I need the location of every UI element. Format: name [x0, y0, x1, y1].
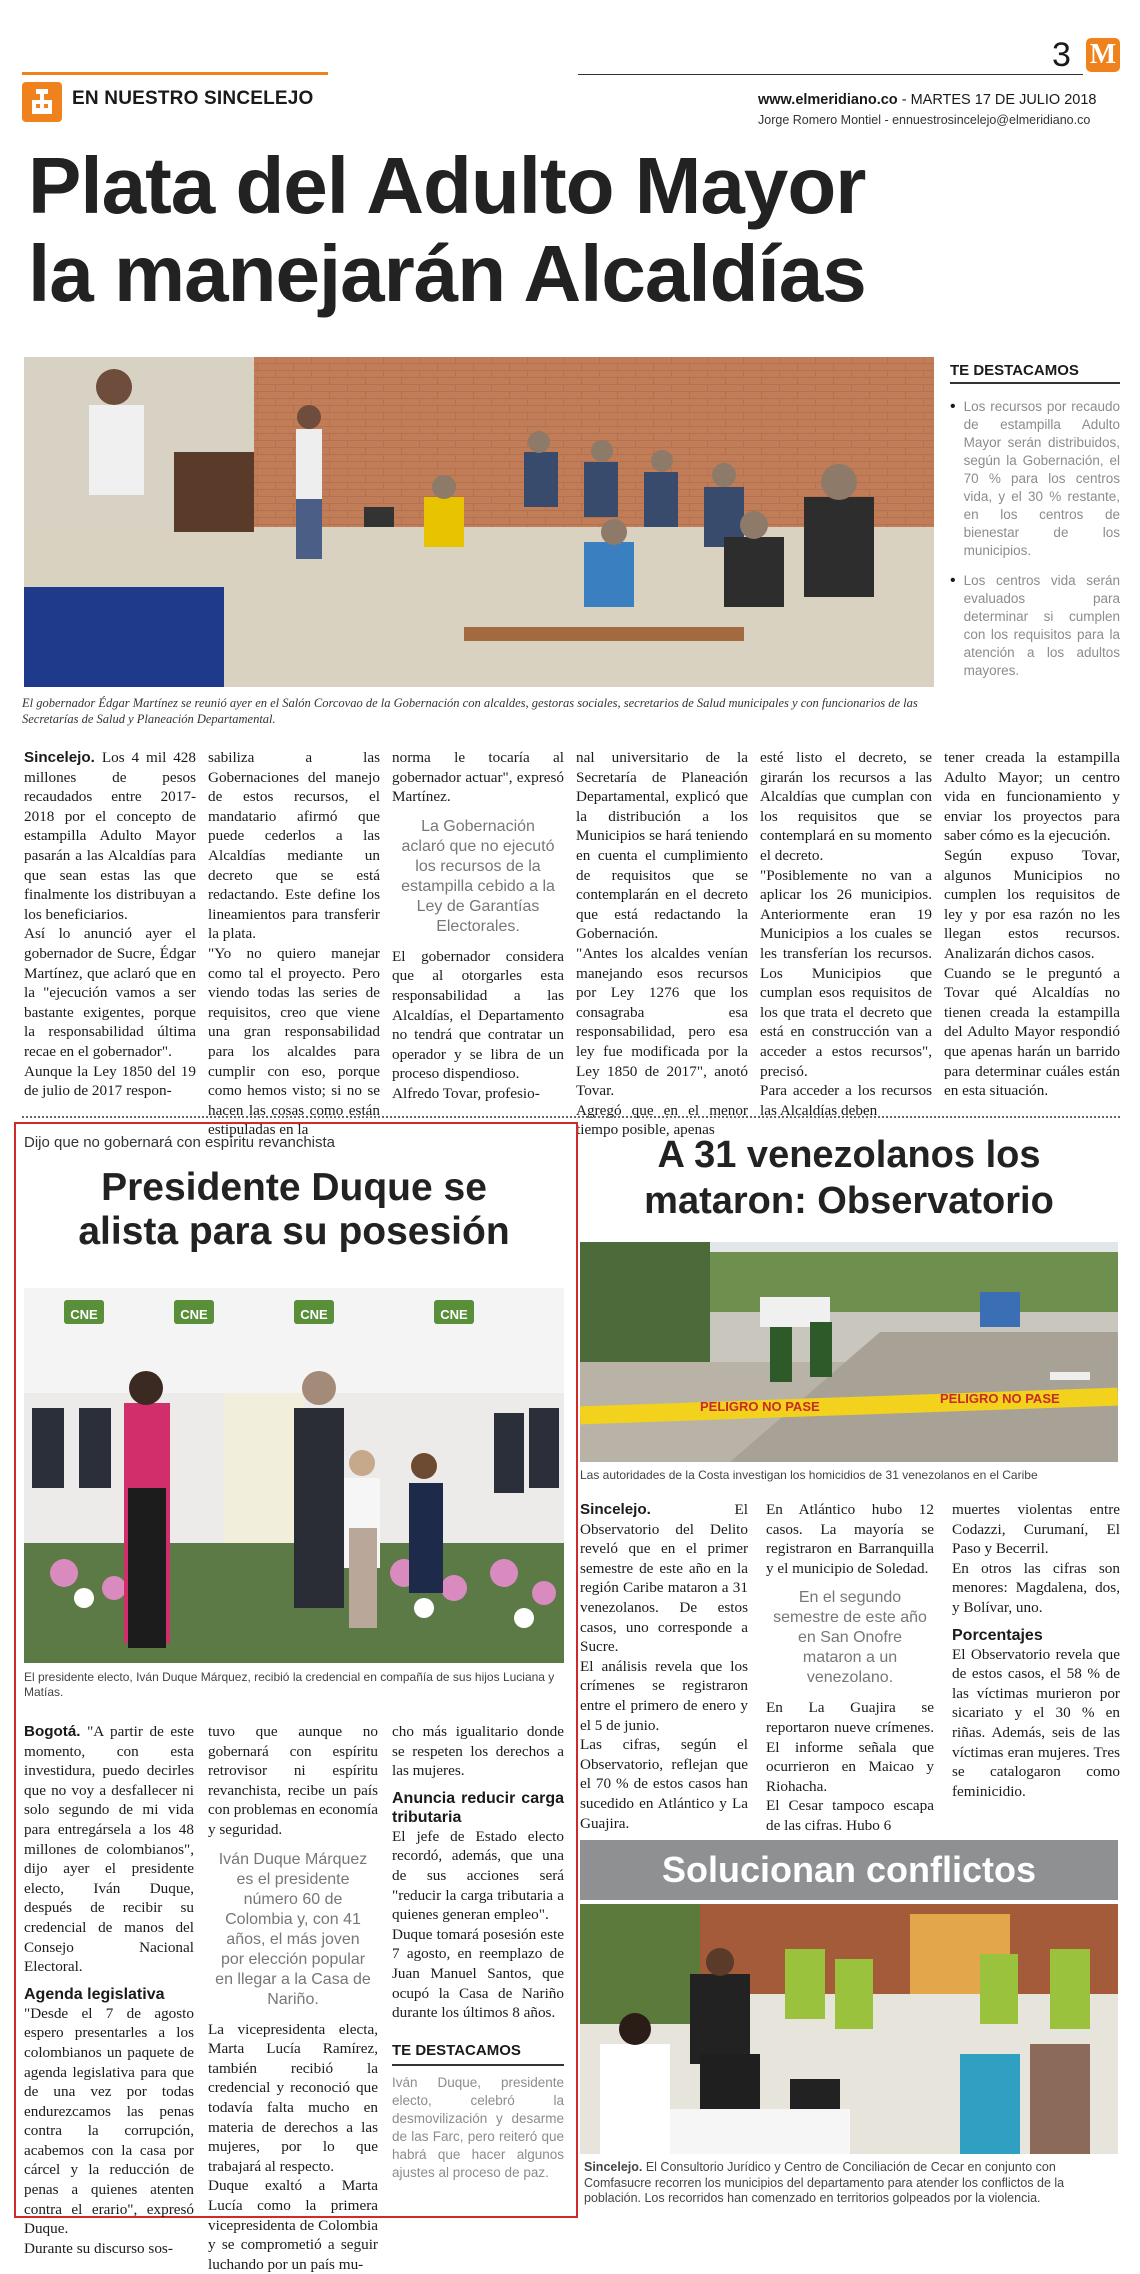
- lead-headline: [28, 140, 1118, 320]
- pullquote: En el segundo semestre de este año en San Onofre mataron a un venezolano.: [773, 1589, 927, 1687]
- lead-column-2: [208, 748, 380, 1140]
- conflictos-photo: [580, 1904, 1118, 2154]
- duque-headline-line2: alista para su posesión: [78, 1210, 510, 1253]
- paragraph: cho más igualitario donde se respeten los derechos a las mujeres.: [392, 1723, 564, 1780]
- paragraph: Alfredo Tovar, profesio-: [392, 1084, 540, 1102]
- lead-column-6: [944, 748, 1120, 1101]
- caption-lead: Sincelejo.: [584, 2160, 643, 2174]
- paragraph: "Antes los alcaldes venían manejando esos recursos por Ley 1276 que los consagraba esa responsabilidad, pero esa ley fue modificada por la Ley 1850 de 2017", anotó Tovar.: [576, 944, 748, 1100]
- duque-destacamos-title: TE DESTACAMOS: [392, 2041, 564, 2067]
- lead-photo-caption: El gobernador Édgar Martínez se reunió ayer en el Salón Corcovao de la Gobernación con alcaldes, gestoras sociales, secretarios de Salud municipales y con funcionarios de las Secretarías de Salud y Planeación Departamental.: [22, 696, 918, 726]
- section-icon: [22, 82, 62, 122]
- paragraph: Agregó que en el menor tiempo posible, apenas: [576, 1101, 748, 1139]
- lead-destacamos-list: [950, 398, 1120, 680]
- paragraph: El jefe de Estado electo recordó, además, que una de sus acciones será "reducir la carga tributaria a quienes generan empleo".: [392, 1827, 564, 1924]
- tape-text: PELIGRO NO PASE: [700, 1399, 820, 1414]
- paragraph: Cuando se le preguntó a Tovar qué Alcaldías no tienen creada la estampilla del Adulto Mayor respondió que apenas harán un barrido para determinar cuáles están en esta situación.: [944, 964, 1120, 1100]
- paragraph: En otros las cifras son menores: Magdalena, dos, y Bolívar, uno.: [952, 1559, 1120, 1616]
- venezuela-column-3: [952, 1500, 1120, 1801]
- author-line: Jorge Romero Montiel - ennuestrosincelejo@elmeridiano.co: [758, 113, 1091, 127]
- lead-column-4: [576, 748, 748, 1140]
- section-rule: [22, 72, 328, 75]
- pullquote: La Gobernación aclaró que no ejecutó los recursos de la estampilla cebido a la Ley de Garantías Electorales.: [401, 817, 555, 935]
- banner-text: CNE: [440, 1307, 468, 1322]
- venezuela-photo-caption: Las autoridades de la Costa investigan los homicidios de 31 venezolanos en el Caribe: [580, 1468, 1038, 1482]
- venezuela-photo: [580, 1242, 1118, 1462]
- banner-text: CNE: [300, 1307, 328, 1322]
- page-number: 3: [1052, 36, 1071, 74]
- paragraph: Aunque la Ley 1850 del 19 de julio de 2017 respon-: [24, 1062, 196, 1100]
- paragraph: Duque exaltó a Marta Lucía como la primera vicepresidenta de Colombia y se comprometió a seguir luchando por un país mu-: [208, 2177, 378, 2273]
- duque-kicker: Dijo que no gobernará con espíritu revanchista: [24, 1134, 336, 1151]
- duque-column-1: [24, 1722, 194, 2258]
- paragraph: Duque tomará posesión este 7 agosto, en reemplazo de Juan Manuel Santos, que ocupó la Casa de Nariño durante los últimos 8 años.: [392, 1925, 564, 2022]
- venezuela-column-1: [580, 1500, 748, 1833]
- banner-text: CNE: [180, 1307, 208, 1322]
- duque-headline: [24, 1166, 564, 1254]
- bullet-icon: •: [950, 572, 956, 589]
- paragraph: La vicepresidenta electa, Marta Lucía Ramírez, también recibió la credencial y reconoció que todavía falta mucho en materia de derechos a las mujeres, por lo que trabajará al respecto.: [208, 2020, 378, 2175]
- venezuela-headline-line1: A 31 venezolanos los: [657, 1134, 1041, 1176]
- paragraph: muertes violentas entre Codazzi, Curumaní, El Paso y Becerril.: [952, 1501, 1120, 1558]
- subhead: Agenda legislativa: [24, 1985, 165, 2003]
- lead-column-5: [760, 748, 932, 1120]
- lead-destacamos-title: TE DESTACAMOS: [950, 362, 1079, 379]
- lead-headline-line2: la manejarán Alcaldías: [28, 229, 866, 318]
- masthead-rule: [578, 74, 1083, 75]
- paragraph: Durante su discurso sos-: [24, 2239, 173, 2257]
- paragraph: En La Guajira se reportaron nueve crímenes. El informe señala que ocurrieron en Maicao y Riohacha.: [766, 1699, 934, 1795]
- destacamos-item: [950, 398, 1120, 560]
- lead-column-3: [392, 748, 564, 1104]
- paragraph: Así lo anunció ayer el gobernador de Sucre, Édgar Martínez, que aclaró que en la "ejecución vamos a ser bastante exigentes, porque la responsabilidad última recae en el gobernador".: [24, 925, 196, 1060]
- bullet-icon: •: [950, 398, 956, 415]
- lead-column-1: [24, 748, 196, 1101]
- paragraph: esté listo el decreto, se girarán los recursos a las Alcaldías que cumplan con los requisitos que se contemplará en su momento el decreto.: [760, 749, 932, 864]
- paragraph: [24, 748, 196, 924]
- site-url[interactable]: www.elmeridiano.co: [758, 92, 898, 108]
- paragraph: En Atlántico hubo 12 casos. La mayoría se registraron en Barranquilla y el municipio de Soledad.: [766, 1501, 934, 1577]
- paragraph: Para acceder a los recursos las Alcaldías deben: [760, 1082, 932, 1119]
- paragraph: El análisis revela que los crímenes se registraron entre el primero de enero y el 5 de junio.: [580, 1657, 748, 1734]
- paragraph-text: "A partir de este momento, con esta investidura, puedo decirles que no voy a desfallecer ni solo segundo de mi vida para entregársela a los 48 millones de colombianos", dijo ayer el presidente electo, Iván Duque, después de recibir su credencial de manos del Consejo Nacional Electoral.: [24, 1723, 194, 1976]
- duque-column-3: [392, 1722, 564, 2182]
- paragraph: sabiliza a las Gobernaciones del manejo de estos recursos, el mandatario afirmó que puede cederlos a las Alcaldías mediante un decreto que se está redactando. Este define los lineamientos para transferir la plata.: [208, 749, 380, 943]
- paragraph-text: Los 4 mil 428 millones de pesos recaudados entre 2017-2018 por el concepto de estampilla Adulto Mayor pasarán a las Alcaldías para que sean estas las que finalmente los distribuyan a los beneficiarios.: [24, 749, 196, 923]
- destacamos-item: [950, 572, 1120, 680]
- dateline-lead: Sincelejo.: [24, 749, 95, 766]
- paragraph: Las cifras, según el Observatorio, reflejan que el 70 % de estos casos han sucedido en Atlántico y La Guajira.: [580, 1736, 748, 1832]
- subhead: Anuncia reducir carga tributaria: [392, 1789, 564, 1826]
- conflictos-caption: [584, 2160, 1116, 2207]
- paragraph: El Cesar tampoco escapa de las cifras. Hubo 6: [766, 1797, 934, 1834]
- duque-headline-line1: Presidente Duque se: [101, 1166, 487, 1209]
- venezuela-column-2: [766, 1500, 934, 1836]
- section-label: EN NUESTRO SINCELEJO: [72, 88, 314, 109]
- conflictos-header: [580, 1840, 1118, 1900]
- venezuela-headline-line2: mataron: Observatorio: [644, 1180, 1054, 1222]
- paragraph: Según expuso Tovar, algunos Municipios no cumplen los requisitos de ley y por esa razón no les llegan estos recursos. Analizarán dichos casos.: [944, 846, 1120, 962]
- conflictos-headline: Solucionan conflictos: [661, 1849, 1037, 1890]
- paragraph: "Posiblemente no van a aplicar los 26 municipios. Anteriormente eran 19 Municipios a los cuales se les transferían los recursos. Los Municipios que cumplan esos requisitos de los que trata el decreto que está en construcción van a acceder a estos recursos", precisó.: [760, 866, 932, 1080]
- paragraph: tuvo que aunque no gobernará con espíritu retrovisor ni espíritu revanchista, recibe un país con problemas en economía y seguridad.: [208, 1723, 378, 1838]
- lead-photo: [24, 357, 934, 687]
- section-divider: [22, 1116, 1120, 1118]
- paragraph: El gobernador considera que al otorgarles esta responsabilidad a las Alcaldías, el Departamento no tendrá que contratar un operador y se libra de un proceso dispendioso.: [392, 947, 564, 1083]
- duque-destacamos-text: Iván Duque, presidente electo, celebró la desmovilización y desarme de las Farc, pero reiteró que habrá que hacer algunos ajustes al proceso de paz.: [392, 2075, 564, 2181]
- paragraph: [580, 1500, 748, 1657]
- paragraph: "Yo no quiero manejar como tal el proyecto. Pero viendo todas las series de requisitos, creo que viene una gran responsabilidad para los alcaldes para cumplir con eso, porque como hemos visto; si no se hacen las cosas como están estipuladas en la: [208, 944, 380, 1139]
- logo: [1086, 38, 1120, 72]
- tape-text: PELIGRO NO PASE: [940, 1391, 1060, 1406]
- banner-text: CNE: [70, 1307, 98, 1322]
- dateline-lead: Sincelejo.: [580, 1501, 651, 1518]
- lead-destacamos-rule: [950, 382, 1120, 384]
- paragraph-text: El Observatorio del Delito reveló que en el primer semestre de este año en la región Caribe mataron a 31 venezolanos. De estos casos, uno corresponde a Sucre.: [580, 1501, 748, 1656]
- paragraph: norma le tocaría al gobernador actuar", expresó Martínez.: [392, 749, 564, 806]
- paragraph: [24, 1722, 194, 1977]
- dateline-lead: Bogotá.: [24, 1723, 81, 1740]
- logo-letter: M: [1089, 39, 1117, 70]
- subhead: Porcentajes: [952, 1626, 1043, 1644]
- destacamos-item-text: Los centros vida serán evaluados para determinar si cumplen con los requisitos para la atención a los adultos mayores.: [963, 573, 1120, 678]
- duque-photo: [24, 1288, 564, 1663]
- pullquote: Iván Duque Márquez es el presidente número 60 de Colombia y, con 41 años, el más joven por elección popular en llegar a la Casa de Nariño.: [215, 1850, 371, 2008]
- venezuela-headline: [578, 1132, 1120, 1224]
- paragraph: "Desde el 7 de agosto espero presentarles a los colombianos un paquete de agenda legislativa para que de una vez por todas endurezcamos las penas contra la corrupción, acabemos con la casa por cárcel y la reducción de penas a quienes atenten contra el erario", expresó Duque.: [24, 2004, 194, 2238]
- paragraph: tener creada la estampilla Adulto Mayor; un centro vida en funcionamiento y enviar los proyectos para saber cómo es la ejecución.: [944, 749, 1120, 845]
- paragraph: El Observatorio revela que de estos casos, el 58 % de las víctimas murieron por sicariato y el 30 % en riñas. Además, seis de las víctimas eran mujeres. Tres se catalogaron como feminicidio.: [952, 1645, 1120, 1800]
- dateline: [758, 92, 1096, 108]
- caption-text: El Consultorio Jurídico y Centro de Conciliación de Cecar en conjunto con Comfasucre recorren los municipios del departamento para atender los conflictos de la población. Los recorridos han comenzado en territorios golpeados por la violencia.: [584, 2160, 1065, 2205]
- lead-headline-line1: Plata del Adulto Mayor: [28, 141, 866, 230]
- destacamos-item-text: Los recursos por recaudo de estampilla Adulto Mayor serán distribuidos, según la Gobernación, el 70 % para los centros vida, y el 30 % restante, en los centros de bienestar de los municipios.: [963, 399, 1120, 558]
- paragraph: nal universitario de la Secretaría de Planeación Departamental, explicó que la distribución a los Municipios se hará teniendo en cuenta el cumplimiento de requisitos que se contemplarán en el decreto que está redactando la Gobernación.: [576, 749, 748, 943]
- duque-column-2: [208, 1722, 378, 2274]
- duque-photo-caption: El presidente electo, Iván Duque Márquez, recibió la credencial en compañía de sus hijos Luciana y Matías.: [24, 1670, 555, 1699]
- issue-date: MARTES 17 DE JULIO 2018: [910, 92, 1097, 108]
- date-separator: -: [897, 92, 911, 108]
